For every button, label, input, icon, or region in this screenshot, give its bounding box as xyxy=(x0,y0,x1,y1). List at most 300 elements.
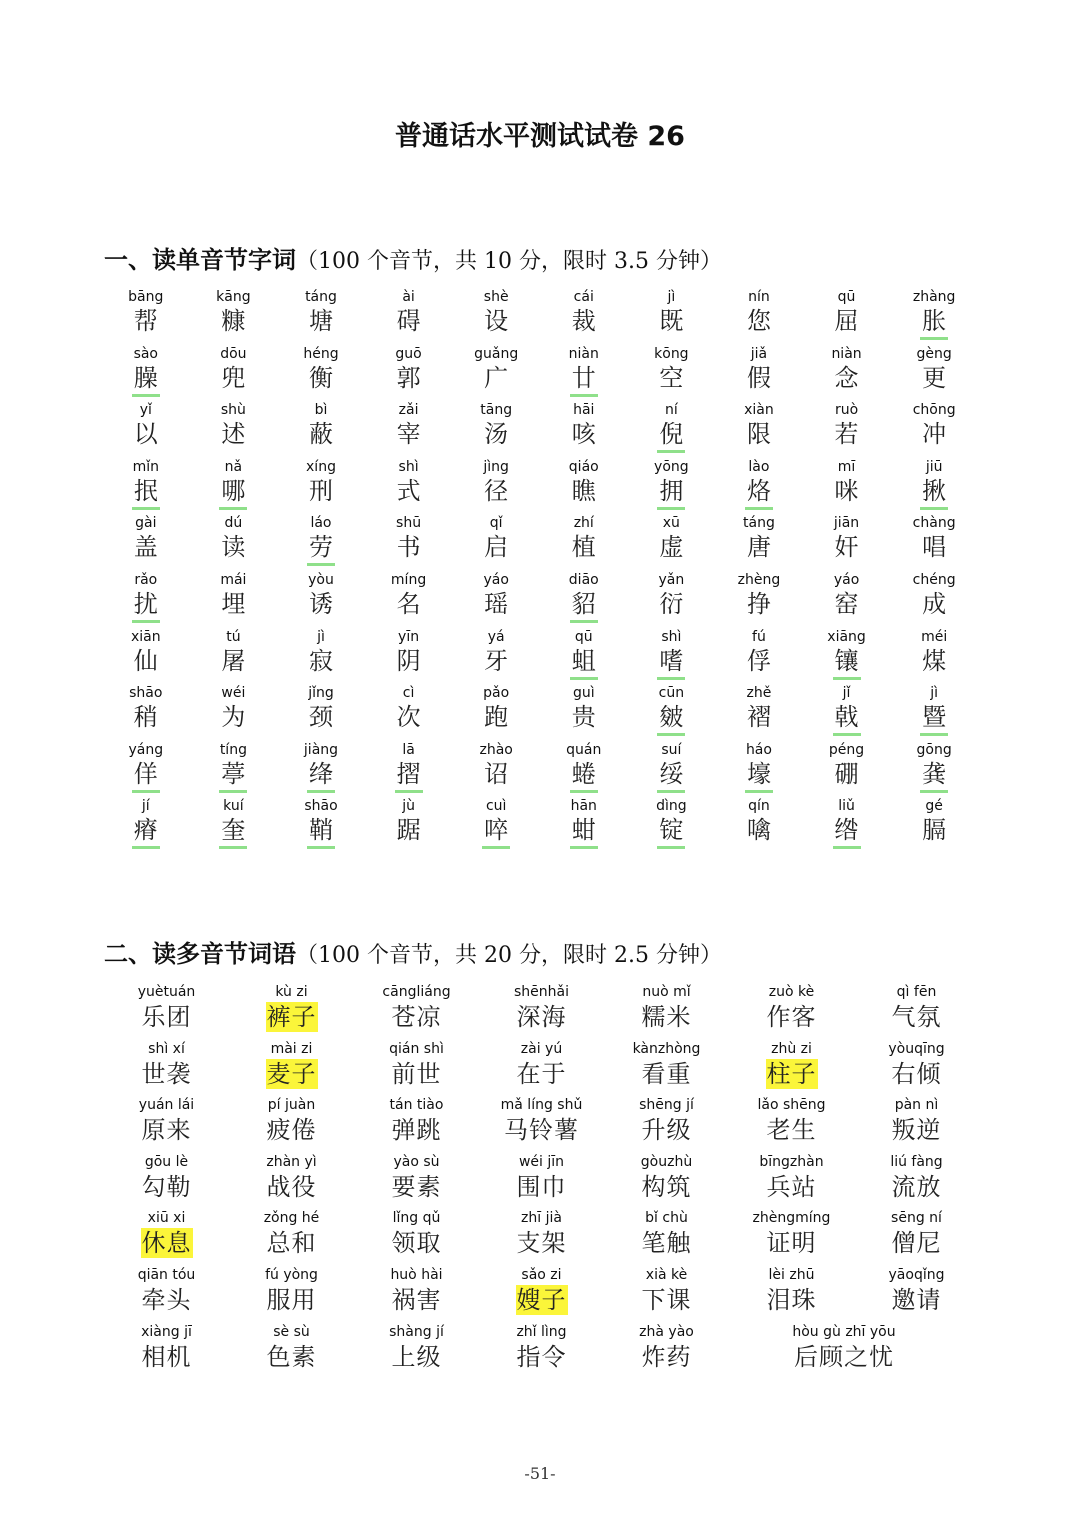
hanzi: 冲 xyxy=(922,420,947,449)
pinyin: jì xyxy=(317,628,325,645)
char-item xyxy=(190,683,278,740)
char-item xyxy=(890,570,978,627)
pinyin: jiǎ xyxy=(750,345,768,362)
word-item xyxy=(104,982,229,1039)
word-item xyxy=(479,1039,604,1096)
hanzi: 俘 xyxy=(746,646,771,675)
pinyin: bīngzhàn xyxy=(759,1153,824,1170)
hanzi: 述 xyxy=(221,420,246,449)
char-item xyxy=(102,683,190,740)
hanzi: 膈 xyxy=(922,816,947,845)
hanzi: 绥 xyxy=(657,760,685,793)
pinyin: tú xyxy=(226,628,241,645)
pinyin: táng xyxy=(305,289,337,305)
pinyin: lǐng qǔ xyxy=(392,1210,441,1227)
word: 原来 xyxy=(141,1116,192,1145)
char-item xyxy=(190,513,278,570)
char-item xyxy=(803,627,891,684)
char-item xyxy=(628,400,716,457)
pinyin: gòuzhù xyxy=(640,1153,693,1170)
pinyin: rǎo xyxy=(134,571,158,588)
word: 构筑 xyxy=(641,1172,692,1201)
pinyin: liǔ xyxy=(838,798,855,815)
char-item xyxy=(540,570,628,627)
char-item xyxy=(803,513,891,570)
pinyin: yáo xyxy=(483,571,509,588)
hanzi: 诱 xyxy=(308,589,333,618)
pinyin: qū xyxy=(574,628,593,645)
word-item xyxy=(729,1208,854,1265)
hanzi: 空 xyxy=(659,363,684,392)
hanzi: 为 xyxy=(221,703,246,732)
char-item xyxy=(628,740,716,797)
hanzi: 汤 xyxy=(484,420,509,449)
section2-title: 二、读多音节词语 xyxy=(104,940,296,968)
pinyin: nín xyxy=(748,289,770,305)
word-item xyxy=(354,1208,479,1265)
hanzi: 启 xyxy=(484,533,509,562)
hanzi: 戟 xyxy=(833,703,861,736)
word-item xyxy=(354,1095,479,1152)
word: 裤子 xyxy=(266,1003,317,1031)
word-item xyxy=(104,1039,229,1096)
char-item xyxy=(803,683,891,740)
pinyin: guō xyxy=(395,345,422,362)
word-item xyxy=(229,1265,354,1322)
hanzi: 屠 xyxy=(221,646,246,675)
hanzi: 镶 xyxy=(833,647,861,680)
char-item xyxy=(890,627,978,684)
pinyin: dú xyxy=(224,515,243,532)
char-item xyxy=(803,400,891,457)
char-item xyxy=(277,344,365,401)
char-item xyxy=(365,400,453,457)
hanzi: 硼 xyxy=(834,759,859,788)
pinyin: chéng xyxy=(912,571,956,588)
char-item xyxy=(277,287,365,344)
word: 叛逆 xyxy=(891,1116,942,1145)
pinyin: guì xyxy=(572,685,595,702)
char-item xyxy=(190,796,278,853)
pinyin: huò hài xyxy=(390,1266,443,1283)
word: 兵站 xyxy=(766,1172,817,1201)
pinyin: yīn xyxy=(398,628,420,645)
pinyin: lǎo shēng xyxy=(757,1097,826,1114)
pinyin: shàng jí xyxy=(389,1323,444,1340)
hanzi: 奎 xyxy=(219,816,247,849)
hanzi: 成 xyxy=(922,589,947,618)
hanzi: 蛆 xyxy=(570,647,598,680)
hanzi: 书 xyxy=(396,533,421,562)
pinyin: qín xyxy=(748,798,770,815)
hanzi: 蜷 xyxy=(570,760,598,793)
word-item xyxy=(729,1265,854,1322)
pinyin: tíng xyxy=(219,741,247,758)
word-item xyxy=(479,1265,604,1322)
pinyin: nǎ xyxy=(224,458,243,475)
char-item xyxy=(803,457,891,514)
pinyin: lèi zhū xyxy=(768,1266,815,1283)
word: 领取 xyxy=(391,1229,442,1258)
word-item xyxy=(854,1152,979,1209)
hanzi: 以 xyxy=(133,420,158,449)
hanzi: 蔽 xyxy=(308,420,333,449)
hanzi: 诏 xyxy=(484,759,509,788)
hanzi: 瑶 xyxy=(484,589,509,618)
char-item xyxy=(102,457,190,514)
word-item xyxy=(229,982,354,1039)
char-item xyxy=(715,513,803,570)
word-item xyxy=(604,1039,729,1096)
pinyin: bǐ chù xyxy=(645,1210,688,1227)
char-item xyxy=(190,627,278,684)
hanzi: 臊 xyxy=(132,364,160,397)
pinyin: mī xyxy=(837,458,856,475)
hanzi: 既 xyxy=(659,307,684,335)
pinyin: shù xyxy=(220,402,246,419)
pinyin: gèng xyxy=(916,345,952,362)
pinyin: kuí xyxy=(223,798,244,815)
word-item xyxy=(479,1095,604,1152)
word: 祸害 xyxy=(391,1285,442,1314)
word: 支架 xyxy=(516,1229,567,1258)
pinyin: sēng ní xyxy=(891,1210,942,1227)
pinyin: tāng xyxy=(480,402,513,419)
word-item xyxy=(604,982,729,1039)
hanzi: 虚 xyxy=(659,533,684,562)
word: 老生 xyxy=(766,1116,817,1145)
pinyin: jù xyxy=(402,798,415,815)
pinyin: wéi xyxy=(221,685,246,702)
pinyin: quán xyxy=(566,741,602,758)
hanzi: 塘 xyxy=(308,307,333,335)
word: 勾勒 xyxy=(141,1172,192,1201)
char-item xyxy=(190,740,278,797)
multi-syllable-grid xyxy=(104,982,984,1378)
word-item xyxy=(104,1152,229,1209)
word: 僧尼 xyxy=(891,1229,942,1258)
char-item xyxy=(715,457,803,514)
char-item xyxy=(277,400,365,457)
hanzi: 抿 xyxy=(132,477,160,510)
char-item xyxy=(190,344,278,401)
hanzi: 限 xyxy=(746,420,771,449)
word-item xyxy=(854,982,979,1039)
hanzi: 稍 xyxy=(133,703,158,732)
pinyin: jiū xyxy=(925,458,943,475)
char-item xyxy=(365,287,453,344)
hanzi: 广 xyxy=(484,363,509,392)
char-item xyxy=(540,683,628,740)
hanzi: 噙 xyxy=(746,816,771,845)
char-item xyxy=(628,627,716,684)
hanzi: 仙 xyxy=(133,646,158,675)
pinyin: kōng xyxy=(654,345,689,362)
pinyin: qiáo xyxy=(568,458,599,475)
pinyin: sào xyxy=(133,345,159,362)
char-item xyxy=(452,287,540,344)
hanzi: 宰 xyxy=(396,420,421,449)
hanzi: 裁 xyxy=(571,307,596,335)
char-item xyxy=(190,457,278,514)
word-item xyxy=(229,1095,354,1152)
pinyin: cūn xyxy=(658,685,685,702)
char-item xyxy=(452,344,540,401)
char-item xyxy=(452,740,540,797)
word: 战役 xyxy=(266,1172,317,1201)
word-item xyxy=(104,1322,229,1379)
hanzi: 蚶 xyxy=(570,816,598,849)
char-item xyxy=(628,513,716,570)
hanzi: 瘠 xyxy=(132,816,160,849)
char-item xyxy=(452,513,540,570)
word-item xyxy=(479,1322,604,1379)
char-item xyxy=(365,513,453,570)
pinyin: cāngliáng xyxy=(382,984,451,1000)
word: 色素 xyxy=(266,1342,317,1371)
char-item xyxy=(277,796,365,853)
pinyin: niàn xyxy=(568,345,599,362)
char-item xyxy=(715,344,803,401)
hanzi: 兜 xyxy=(221,363,246,392)
hanzi: 假 xyxy=(746,363,771,392)
hanzi: 挣 xyxy=(746,589,771,618)
char-item xyxy=(102,344,190,401)
char-item xyxy=(365,683,453,740)
pinyin: qǐ xyxy=(489,515,503,532)
pinyin: zhàng xyxy=(912,289,956,305)
char-item xyxy=(890,344,978,401)
char-item xyxy=(540,457,628,514)
hanzi: 暨 xyxy=(920,703,948,736)
char-item xyxy=(277,570,365,627)
pinyin: zhèng xyxy=(737,571,781,588)
char-item xyxy=(890,796,978,853)
pinyin: péng xyxy=(828,741,865,758)
section1-title: 一、读单音节字词 xyxy=(104,246,296,274)
pinyin: shāo xyxy=(129,685,163,702)
pinyin: zuò kè xyxy=(768,984,815,1000)
pinyin: shì xyxy=(661,628,682,645)
word: 前世 xyxy=(391,1059,442,1088)
hanzi: 胀 xyxy=(920,307,948,340)
char-item xyxy=(277,740,365,797)
char-item xyxy=(803,344,891,401)
char-item xyxy=(628,570,716,627)
word-item xyxy=(104,1265,229,1322)
pinyin: jìng xyxy=(483,458,509,475)
char-item xyxy=(365,796,453,853)
hanzi: 倪 xyxy=(657,420,685,453)
pinyin: jí xyxy=(141,798,150,815)
pinyin: xíng xyxy=(306,458,336,475)
hanzi: 唱 xyxy=(922,533,947,562)
word: 相机 xyxy=(141,1342,192,1371)
hanzi: 设 xyxy=(484,307,509,335)
char-item xyxy=(803,570,891,627)
word: 邀请 xyxy=(891,1285,942,1314)
word-item xyxy=(729,982,854,1039)
pinyin: bāng xyxy=(128,289,164,305)
word-item xyxy=(354,982,479,1039)
char-item xyxy=(628,344,716,401)
pinyin: guǎng xyxy=(474,345,519,362)
hanzi: 寂 xyxy=(308,646,333,675)
word-item xyxy=(854,1039,979,1096)
word: 证明 xyxy=(766,1229,817,1258)
pinyin: zhù zi xyxy=(771,1040,812,1057)
hanzi: 踞 xyxy=(396,816,421,845)
pinyin: jiàng xyxy=(303,741,339,758)
char-item xyxy=(540,344,628,401)
pinyin: xiāng xyxy=(827,628,866,645)
hanzi: 啐 xyxy=(482,816,510,849)
word: 上级 xyxy=(391,1342,442,1371)
word: 下课 xyxy=(641,1285,692,1314)
char-item xyxy=(890,513,978,570)
pinyin: jì xyxy=(930,685,939,702)
pinyin: gōng xyxy=(916,741,952,758)
pinyin: hān xyxy=(570,798,597,815)
word: 糯米 xyxy=(641,1003,692,1031)
word: 笔触 xyxy=(641,1229,692,1258)
hanzi: 龚 xyxy=(920,760,948,793)
hanzi: 若 xyxy=(834,420,859,449)
word-item xyxy=(604,1152,729,1209)
pinyin: xià kè xyxy=(645,1266,688,1283)
hanzi: 锭 xyxy=(657,816,685,849)
hanzi: 摺 xyxy=(395,760,423,793)
pinyin: yòu xyxy=(308,571,334,588)
hanzi: 窑 xyxy=(834,589,859,618)
char-item xyxy=(540,400,628,457)
hanzi: 葶 xyxy=(219,760,247,793)
word-item xyxy=(104,1208,229,1265)
char-item xyxy=(715,627,803,684)
pinyin: zhèngmíng xyxy=(752,1210,831,1227)
hanzi: 唐 xyxy=(746,533,771,562)
hanzi: 刑 xyxy=(308,476,333,505)
char-item xyxy=(277,627,365,684)
char-item xyxy=(277,513,365,570)
word: 世袭 xyxy=(141,1059,192,1088)
word-item xyxy=(479,982,604,1039)
pinyin: chōng xyxy=(912,402,956,419)
pinyin: yǐ xyxy=(139,402,152,419)
word-item xyxy=(854,1265,979,1322)
section1-subtitle: （100 个音节，共 10 分，限时 3.5 分钟） xyxy=(296,249,722,274)
char-item xyxy=(890,400,978,457)
word-item xyxy=(354,1152,479,1209)
hanzi: 更 xyxy=(922,363,947,392)
word: 炸药 xyxy=(641,1342,692,1371)
char-item xyxy=(365,627,453,684)
pinyin: táng xyxy=(743,515,775,532)
pinyin: pí juàn xyxy=(267,1097,316,1114)
hanzi: 瞧 xyxy=(571,476,596,505)
word-item xyxy=(604,1322,729,1379)
word: 苍凉 xyxy=(391,1003,442,1031)
hanzi: 烙 xyxy=(745,477,773,510)
char-item xyxy=(628,796,716,853)
char-item xyxy=(715,796,803,853)
hanzi: 名 xyxy=(396,589,421,618)
pinyin: diāo xyxy=(568,571,599,588)
single-syllable-grid xyxy=(102,287,1022,853)
pinyin: chàng xyxy=(912,515,956,532)
pinyin: jì xyxy=(667,289,676,305)
pinyin: shū xyxy=(396,515,422,532)
char-item xyxy=(190,287,278,344)
hanzi: 衍 xyxy=(659,589,684,618)
pinyin: yáng xyxy=(128,741,164,758)
pinyin: zhī jià xyxy=(521,1210,562,1227)
word-item xyxy=(479,1152,604,1209)
char-item xyxy=(365,344,453,401)
pinyin: zhí xyxy=(573,515,594,532)
hanzi: 廿 xyxy=(570,364,598,397)
pinyin: jiān xyxy=(833,515,860,532)
char-item xyxy=(890,457,978,514)
char-item xyxy=(452,796,540,853)
word-item xyxy=(354,1039,479,1096)
char-item xyxy=(540,287,628,344)
word: 右倾 xyxy=(891,1059,942,1088)
hanzi: 盖 xyxy=(133,533,158,562)
word-item xyxy=(729,1152,854,1209)
char-item xyxy=(102,796,190,853)
char-item xyxy=(102,627,190,684)
char-item xyxy=(715,683,803,740)
hanzi: 颈 xyxy=(308,703,333,732)
word: 马铃薯 xyxy=(504,1116,579,1145)
pinyin: liú fàng xyxy=(890,1153,943,1170)
word: 要素 xyxy=(391,1172,442,1201)
word-item xyxy=(229,1039,354,1096)
pinyin: yuètuán xyxy=(137,984,196,1000)
hanzi: 式 xyxy=(396,476,421,505)
pinyin: gōu lè xyxy=(144,1153,189,1170)
char-item xyxy=(102,287,190,344)
hanzi: 劳 xyxy=(307,533,335,566)
pinyin: zhà yào xyxy=(639,1323,694,1340)
pinyin: pǎo xyxy=(483,685,510,702)
word: 作客 xyxy=(766,1003,817,1031)
pinyin: míng xyxy=(390,571,427,588)
pinyin: qì fēn xyxy=(896,984,937,1000)
word: 服用 xyxy=(266,1285,317,1314)
page-title: 普通话水平测试试卷 26 xyxy=(395,121,685,152)
pinyin: nuò mǐ xyxy=(642,984,691,1000)
pinyin: shè xyxy=(483,289,509,305)
pinyin: láo xyxy=(310,515,332,532)
pinyin: kànzhòng xyxy=(632,1040,701,1057)
char-item xyxy=(715,287,803,344)
pinyin: zài yú xyxy=(520,1040,563,1057)
hanzi: 郭 xyxy=(396,363,421,392)
word: 气氛 xyxy=(891,1003,942,1031)
char-item xyxy=(452,457,540,514)
pinyin: ruò xyxy=(834,402,859,419)
hanzi: 糠 xyxy=(221,307,246,335)
pinyin: suí xyxy=(661,741,682,758)
hanzi: 拥 xyxy=(657,477,685,510)
word: 柱子 xyxy=(766,1059,817,1088)
word: 围巾 xyxy=(516,1172,567,1201)
pinyin: xiàn xyxy=(744,402,774,419)
pinyin: zǎi xyxy=(398,402,419,419)
word-item xyxy=(604,1265,729,1322)
